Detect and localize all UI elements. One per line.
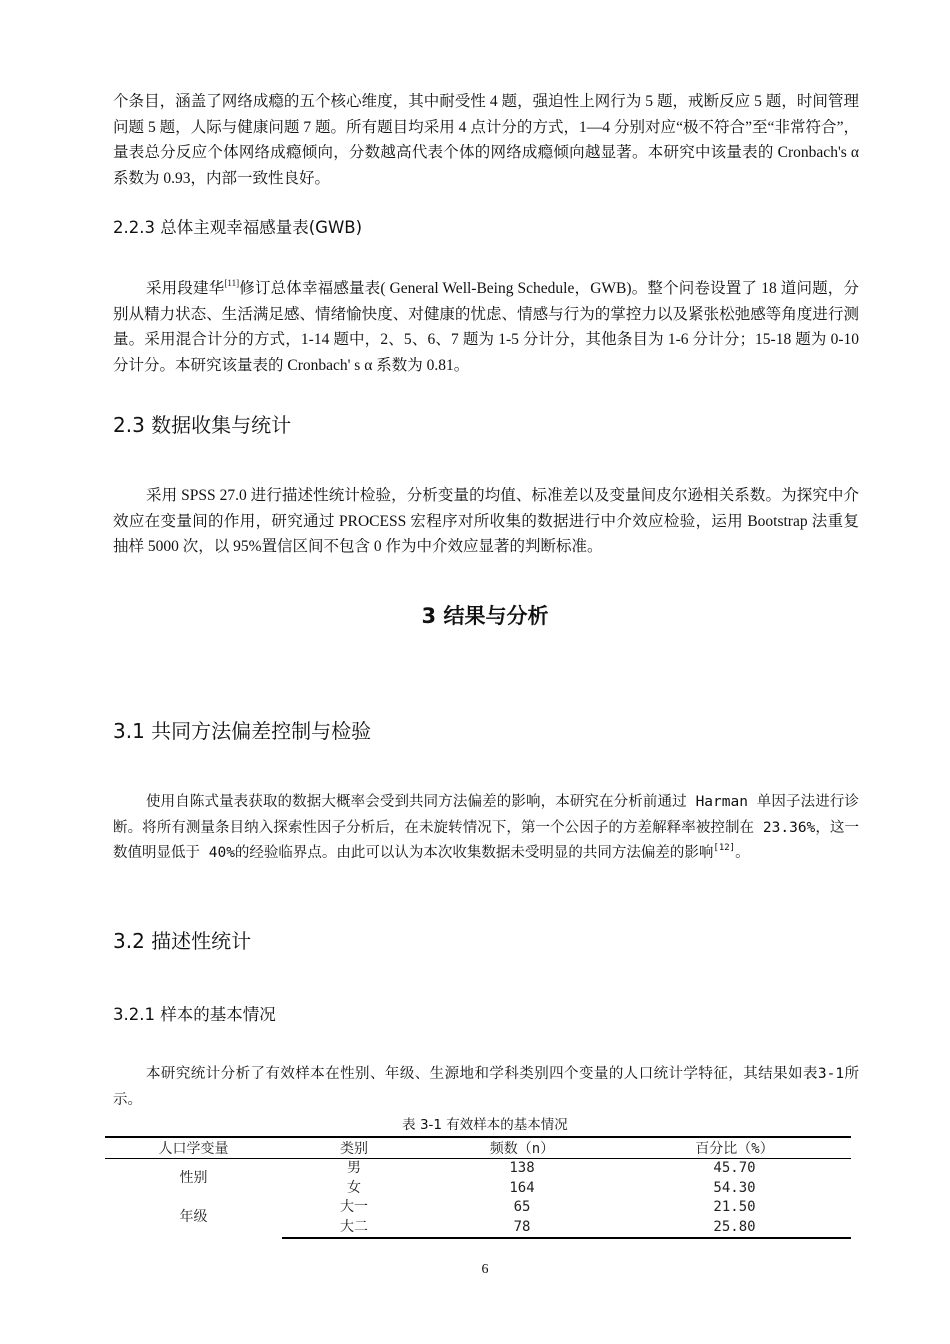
- table-row: [105, 1159, 851, 1179]
- citation-ref[interactable]: [11]: [224, 277, 240, 288]
- page-number: 6: [481, 1262, 489, 1277]
- table-cell: 21.50: [713, 1199, 756, 1215]
- table-cell: 54.30: [713, 1179, 756, 1196]
- table-cell-variable: 性别: [179, 1169, 208, 1186]
- table-cell: 男: [347, 1160, 361, 1176]
- table-cell: 大二: [282, 1218, 426, 1239]
- table-header-cell: 人口学变量: [105, 1137, 282, 1159]
- table-cell: 45.70: [713, 1160, 756, 1176]
- body-paragraph-stats: 采用 SPSS 27.0 进行描述性统计检验，分析变量的均值、标准差以及变量间皮尔逊相关系数。为探究中介效应在变量间的作用，研究通过 PROCESS 宏程序对所收集的数据进行中介效应检验，运用 Bootstrap 法重复抽样 5000 次，以 95%置信区间不包含 0 作为中介效应显著的判断标准。: [113, 487, 859, 555]
- sample-table: [105, 1136, 851, 1239]
- body-paragraph-gwb: [113, 276, 859, 378]
- table-cell: 大一: [340, 1199, 368, 1215]
- table-header-cell: 百分比（%）: [618, 1137, 851, 1159]
- table-cell-variable: 年级: [179, 1209, 208, 1226]
- section-heading-3-2-1: 3.2.1 样本的基本情况: [113, 1005, 276, 1024]
- table-row: [105, 1198, 851, 1218]
- table-cell: 164: [509, 1179, 535, 1196]
- body-paragraph-cmb: [113, 790, 859, 867]
- table-header-cell: 频数（n）: [426, 1137, 618, 1159]
- section-heading-3-1: 3.1 共同方法偏差控制与检验: [113, 719, 372, 743]
- table-cell: 138: [509, 1160, 535, 1176]
- paragraph-text: 。: [735, 845, 750, 861]
- section-heading-2-2-3: 2.2.3 总体主观幸福感量表(GWB): [113, 218, 363, 237]
- body-paragraph: 个条目，涵盖了网络成瘾的五个核心维度，其中耐受性 4 题，强迫性上网行为 5 题，戒断反应 5 题，时间管理问题 5 题，人际与健康问题 7 题。所有题目均采用 4 点计分的方式，1—4 分别对应“极不符合”至“非常符合”，量表总分反应个体网络成瘾倾向，分数越高代表个体的网络成瘾倾向越显著。本研究中该量表的 Cronbach's α 系数为 0.93，内部一致性良好。: [113, 93, 859, 187]
- chapter-heading-3: 3 结果与分析: [421, 604, 549, 628]
- table-caption: 表 3-1 有效样本的基本情况: [402, 1117, 568, 1133]
- paragraph-text: 使用自陈式量表获取的数据大概率会受到共同方法偏差的影响，本研究在分析前通过 Harman 单因子法进行诊断。将所有测量条目纳入探索性因子分析后，在未旋转情况下，第一个公因子的方差解释率被控制在 23.36%，这一数值明显低于 40%的经验临界点。由此可以认为本次收集数据未受明显的共同方法偏差的影响: [113, 794, 859, 861]
- paragraph-text: 采用段建华: [146, 280, 225, 297]
- table-cell: 78: [426, 1218, 618, 1239]
- table-cell: 女: [347, 1179, 361, 1196]
- section-heading-2-3: 2.3 数据收集与统计: [113, 413, 292, 437]
- table-header-cell: 类别: [282, 1137, 426, 1159]
- citation-ref[interactable]: [12]: [713, 843, 736, 854]
- body-paragraph-sample: 本研究统计分析了有效样本在性别、年级、生源地和学科类别四个变量的人口统计学特征，其结果如表3-1所示。: [113, 1066, 859, 1108]
- section-heading-3-2: 3.2 描述性统计: [113, 929, 252, 953]
- table-header-row: [105, 1137, 851, 1159]
- table-cell: 65: [513, 1199, 531, 1215]
- table-cell: 25.80: [618, 1218, 851, 1239]
- paragraph-text: 修订总体幸福感量表( General Well-Being Schedule，GWB)。整个问卷设置了 18 道问题，分别从精力状态、生活满足感、情绪愉快度、对健康的忧虑、情感与行为的掌控力以及紧张松弛感等角度进行测量。采用混合计分的方式，1-14 题中，2、5、6、7 题为 1-5 分计分，其他条目为 1-6 分计分；15-18 题为 0-10 分计分。本研究该量表的 Cronbach' s α 系数为 0.81。: [113, 280, 859, 374]
